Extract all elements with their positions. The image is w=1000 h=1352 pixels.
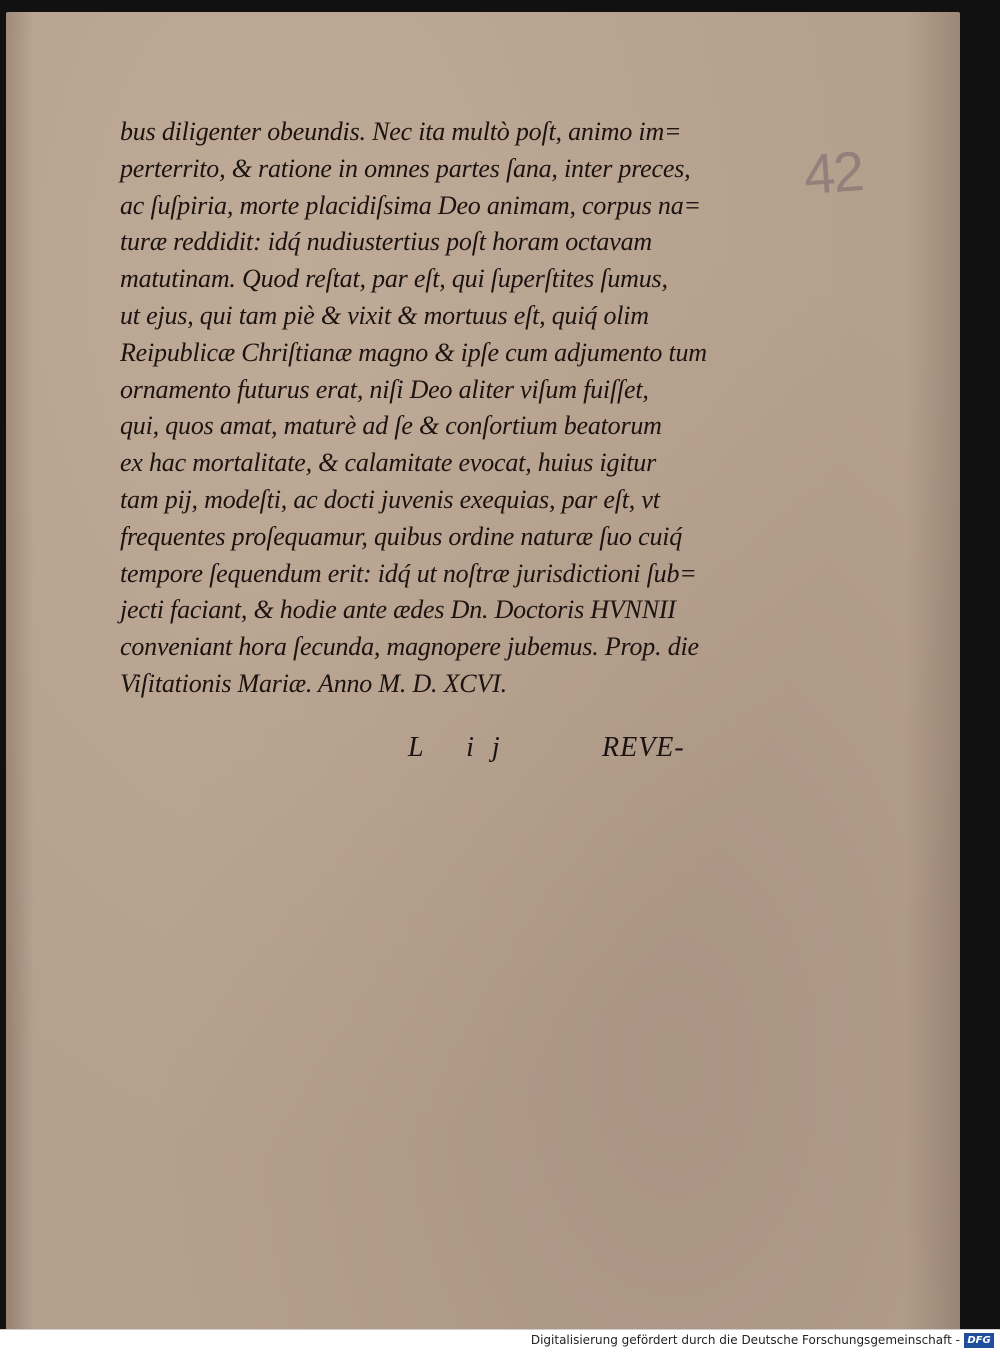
signature-mark: L ij bbox=[408, 732, 518, 763]
catchword: REVE- bbox=[602, 732, 685, 763]
text-line: Reipublicæ Chriſtianæ magno & ipſe cum adjumento tum bbox=[120, 337, 707, 367]
text-line: tempore ſequendum erit: idq́ ut noſtræ jurisdictioni ſub= bbox=[120, 558, 697, 588]
handwritten-page-number: 42 bbox=[801, 139, 865, 206]
text-line: ornamento futurus erat, niſi Deo aliter viſum fuiſſet, bbox=[120, 374, 649, 404]
text-line: jecti faciant, & hodie ante ædes Dn. Doctoris HVNNII bbox=[120, 595, 676, 625]
text-line: Viſitationis Mariæ. Anno M. D. XCVI. bbox=[120, 668, 507, 698]
credit-text: Digitalisierung gefördert durch die Deutsche Forschungsgemeinschaft - bbox=[530, 1333, 960, 1347]
credit-bar bbox=[0, 1329, 1000, 1352]
text-line: turæ reddidit: idq́ nudiustertius poſt horam octavam bbox=[120, 227, 652, 257]
text-line: bus diligenter obeundis. Nec ita multò poſt, animo im= bbox=[120, 117, 682, 146]
text-line: ut ejus, qui tam piè & vixit & mortuus eſt, quiq́ olim bbox=[120, 300, 649, 330]
text-line: conveniant hora ſecunda, magnopere jubemus. Prop. die bbox=[120, 632, 699, 662]
text-line: perterrito, & ratione in omnes partes ſana, inter preces, bbox=[120, 153, 691, 183]
dfg-logo[interactable]: DFG bbox=[964, 1333, 994, 1348]
text-line: frequentes proſequamur, quibus ordine naturæ ſuo cuiq́ bbox=[120, 521, 683, 551]
text-line: qui, quos amat, maturè ad ſe & conſortium beatorum bbox=[120, 411, 662, 441]
text-line: tam pij, modeſti, ac docti juvenis exequias, par eſt, vt bbox=[120, 484, 660, 514]
text-line: ex hac mortalitate, & calamitate evocat, huius igitur bbox=[120, 448, 657, 478]
text-line: ac ſuſpiria, morte placidiſsima Deo animam, corpus na= bbox=[120, 190, 701, 220]
scanned-page bbox=[6, 12, 960, 1330]
body-text bbox=[120, 114, 760, 703]
text-line: matutinam. Quod reſtat, par eſt, qui ſuperſtites ſumus, bbox=[120, 264, 668, 294]
